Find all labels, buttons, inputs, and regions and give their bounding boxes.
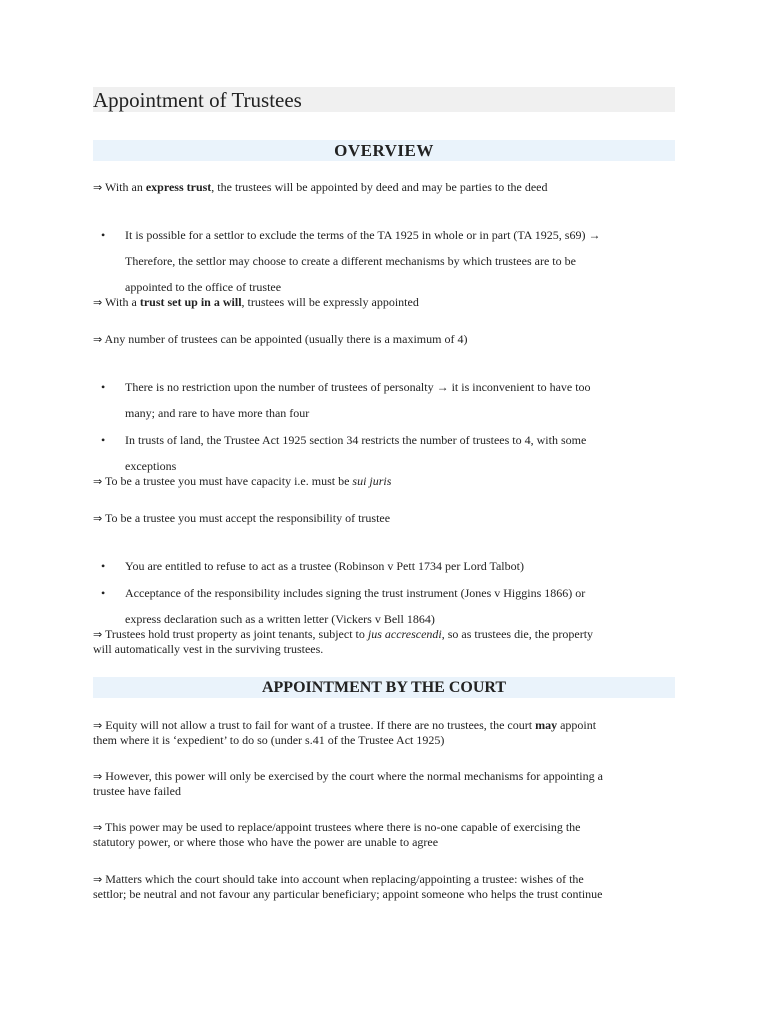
paragraph-joint-tenants: ⇒ Trustees hold trust property as joint tenants, subject to jus accrescendi, so as trustees die, the property will automatically vest in the surviving trustees. [93, 627, 594, 656]
page-title: Appointment of Trustees [93, 87, 675, 112]
arrow-icon: ⇒ [93, 873, 103, 886]
arrow-icon: ⇒ [93, 628, 103, 641]
bullet-icon: • [101, 433, 106, 447]
paragraph-matters: ⇒ Matters which the court should take into account when replacing/appointing a trustee: wishes of the settlor; be neutral and not favour any particular beneficiary; appoint someone who helps the trust continue [93, 872, 603, 901]
section-heading-court: APPOINTMENT BY THE COURT [93, 677, 675, 698]
document-page: Appointment of Trustees OVERVIEW ⇒ With an express trust, the trustees will be appointed by deed and may be parties to the deed • It is possible for a settlor to exclude the terms of the TA 1925 in whole or in part (TA 1925, s69) → Therefore, the settlor may choose to create a different mechanisms by which trustees are to be appointed to the office of trustee ⇒ With a trust set up in a will, trustees will be expressly appointed ⇒ Any number of trustees can be appointed (usually there is a maximum of 4) • There is no restriction upon the number of trustees of personalty → it is inconvenient to have too many; and rare to have more than four • In trusts of land, the Trustee Act 1925 section 34 restricts the number of trustees to 4, with some exceptions ⇒ To be a trustee you must have capacity i.e. must be sui juris ⇒ To be a trustee you must accept the responsibility of trustee • You are entitled to refuse to act as a trustee (Robinson v Pett 1734 per Lord Talbot) • Acceptance of the responsibility includes signing the trust instrument (Jones v Higgins 1866) or express declaration such as a written letter (Vickers v Bell 1864) ⇒ Trustees hold trust property as joint tenants, subject to jus accrescendi, so as trustees die, the property will automatically vest in the surviving trustees. APPOINTMENT BY THE COURT ⇒ Equity will not allow a trust to fail for want of a trustee. If there are no trustees, the court may appoint them where it is ‘expedient’ to do so (under s.41 of the Trustee Act 1925) ⇒ However, this power will only be exercised by the court where the normal mechanisms for appointing a trustee have failed ⇒ This power may be used to replace/appoint trustees where there is no-one capable of exercising the statutory power, or where those who have the power are unable to agree ⇒ Matters which the court should take into account when replacing/appointing a trustee: wishes of the settlor; be neutral and not favour any particular beneficiary; appoint someone who helps the trust continue [0, 0, 768, 1024]
arrow-icon: ⇒ [93, 821, 103, 834]
arrow-icon: ⇒ [93, 296, 103, 309]
paragraph-replace-appoint: ⇒ This power may be used to replace/appoint trustees where there is no-one capable of exercising the statutory power, or where those who have the power are unable to agree [93, 820, 581, 849]
paragraph-will-trust: ⇒ With a trust set up in a will, trustees will be expressly appointed [93, 295, 419, 309]
paragraph-number-of-trustees: ⇒ Any number of trustees can be appointed (usually there is a maximum of 4) [93, 332, 468, 346]
arrow-icon: ⇒ [93, 770, 103, 783]
arrow-icon: ⇒ [93, 333, 103, 346]
bullet-icon: • [101, 586, 106, 600]
paragraph-accept-responsibility: ⇒ To be a trustee you must accept the responsibility of trustee [93, 511, 391, 525]
arrow-icon: ⇒ [93, 181, 103, 194]
paragraph-capacity: ⇒ To be a trustee you must have capacity i.e. must be sui juris [93, 474, 392, 488]
arrow-icon: ⇒ [93, 719, 103, 732]
bullet-icon: • [101, 380, 106, 394]
section-heading-overview: OVERVIEW [93, 140, 675, 161]
paragraph-equity: ⇒ Equity will not allow a trust to fail for want of a trustee. If there are no trustees, the court may appoint them where it is ‘expedient’ to do so (under s.41 of the Trustee Act 1925) [93, 718, 597, 747]
paragraph-express-trust: ⇒ With an express trust, the trustees will be appointed by deed and may be parties to the deed [93, 180, 548, 194]
arrow-icon: ⇒ [93, 475, 103, 488]
paragraph-power-exercised: ⇒ However, this power will only be exercised by the court where the normal mechanisms for appointing a trustee have failed [93, 769, 603, 798]
arrow-icon: ⇒ [93, 512, 103, 525]
bullet-icon: • [101, 228, 106, 242]
bullet-icon: • [101, 559, 106, 573]
